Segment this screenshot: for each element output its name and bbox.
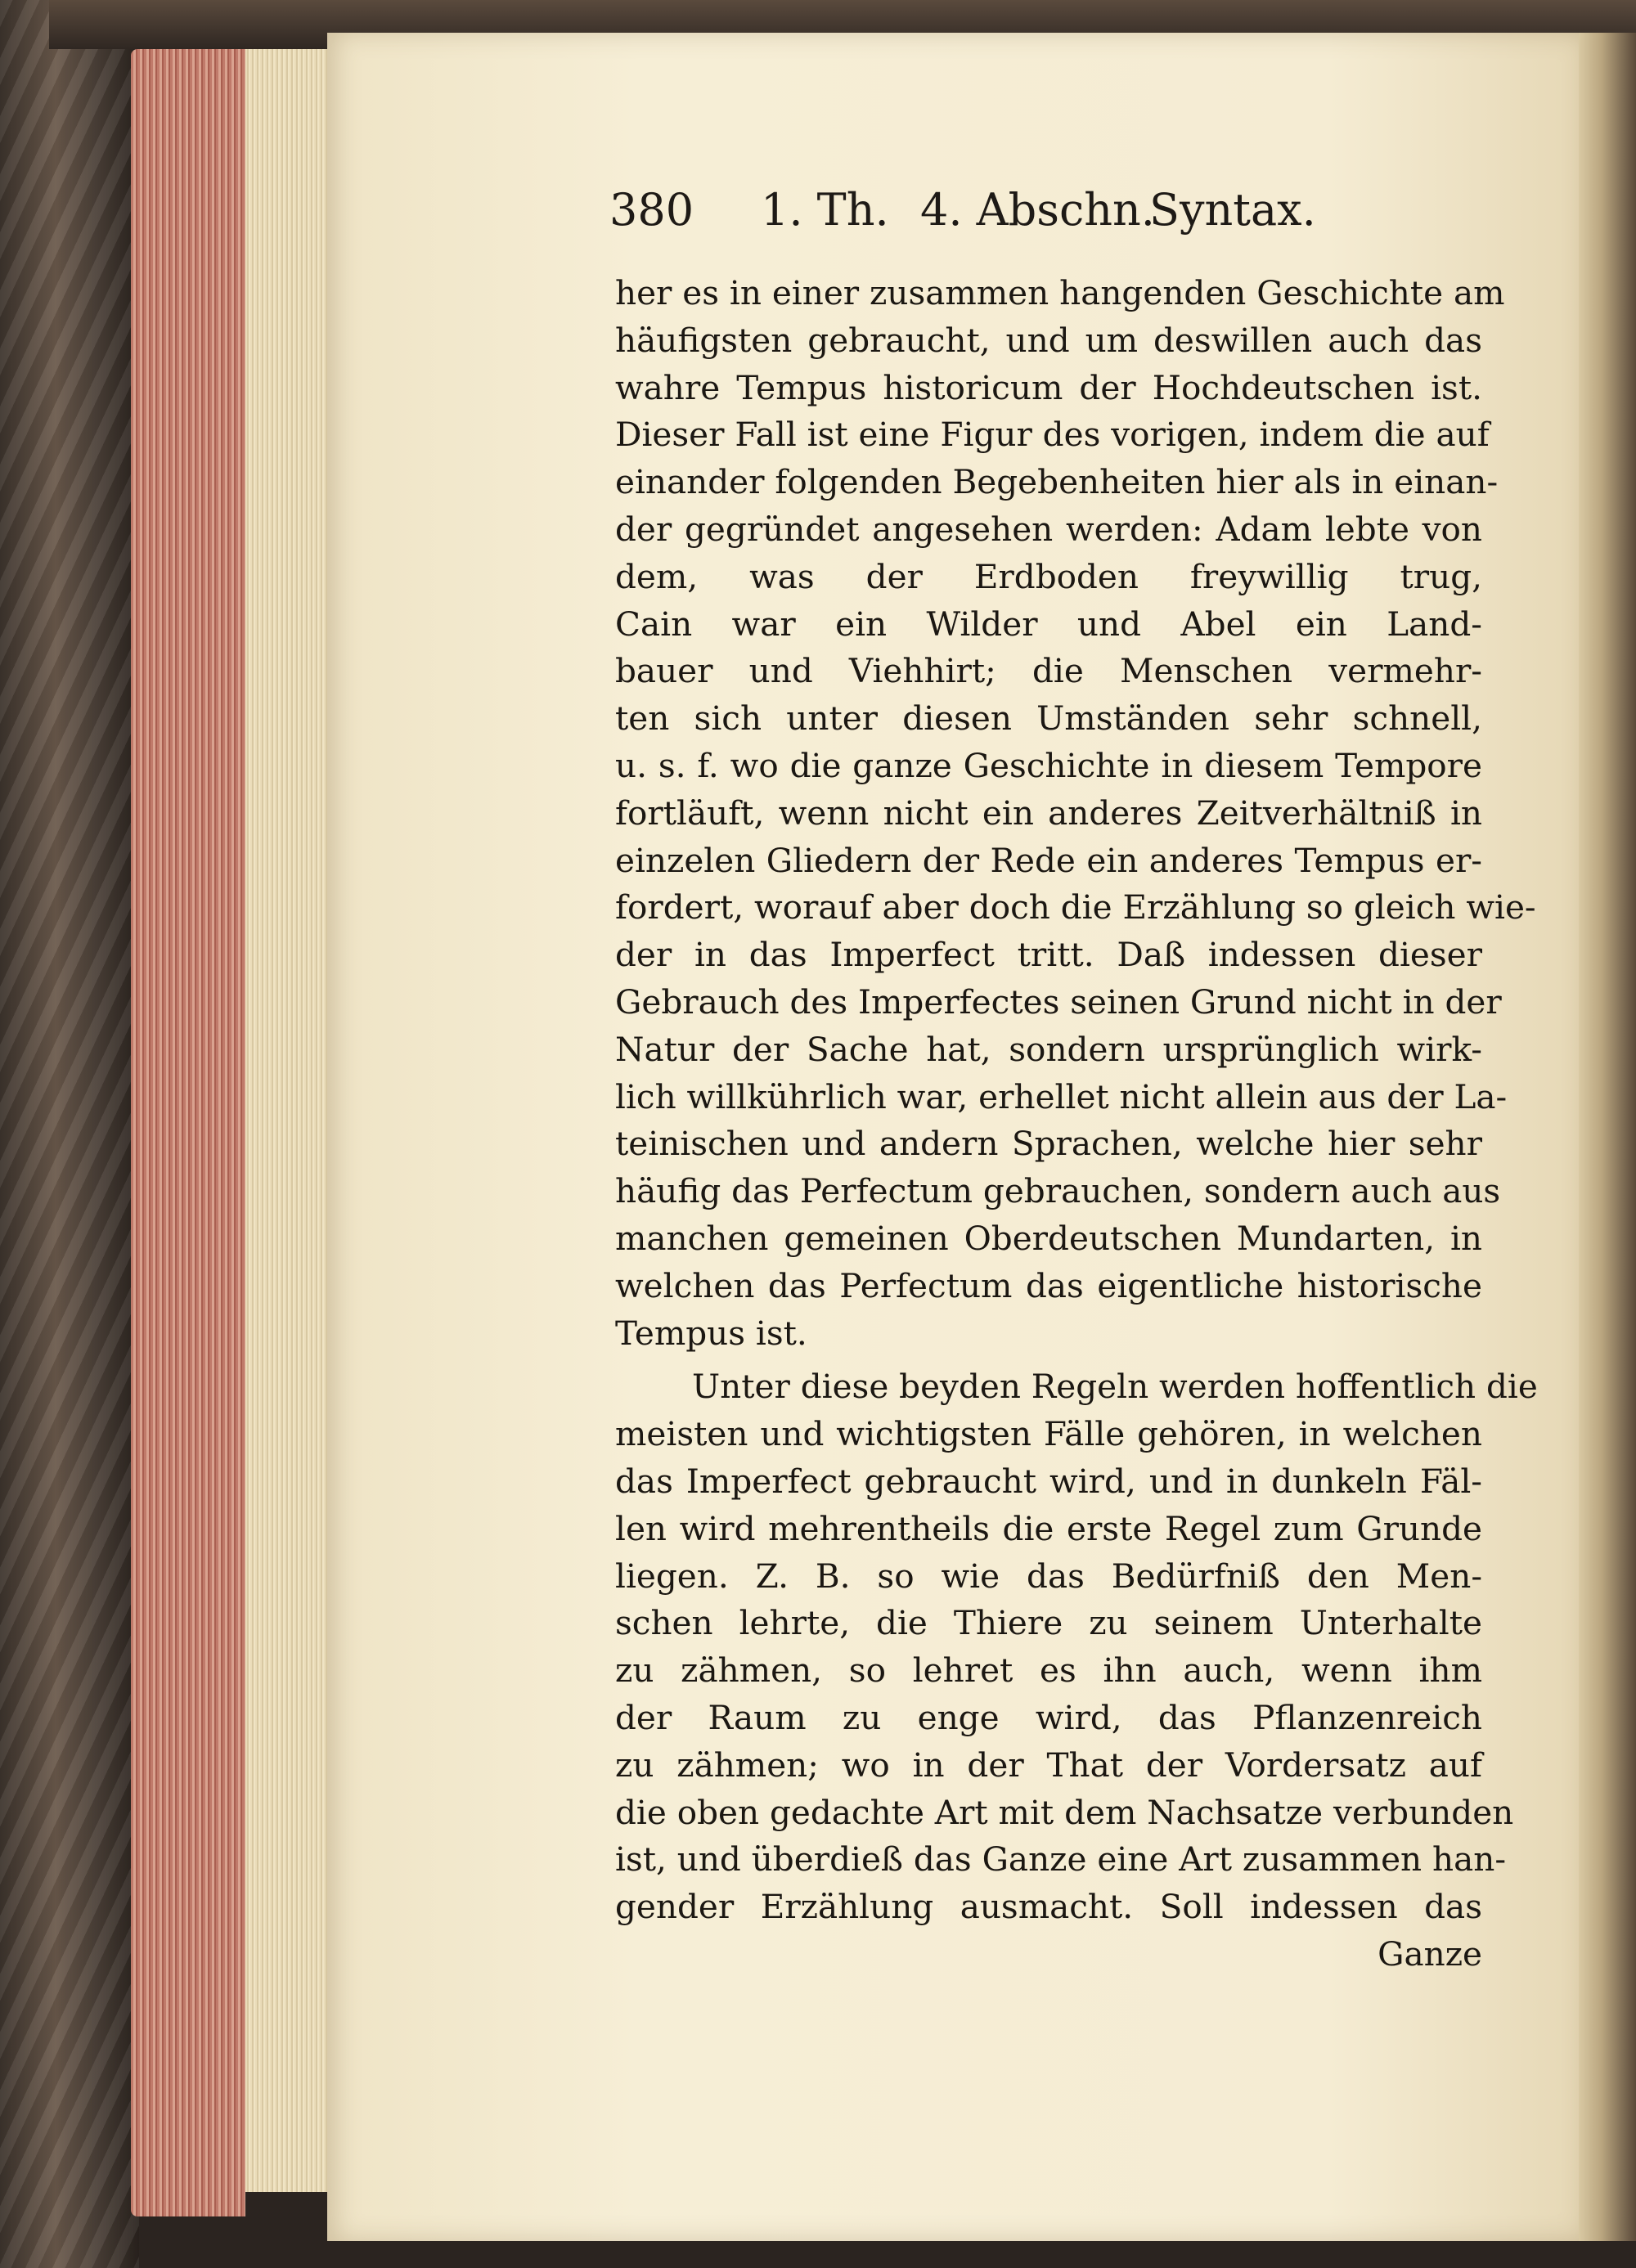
- text-line: fordert, worauf aber doch die Erzählung so gleich wie-: [615, 887, 1536, 927]
- paragraph-start-line: Unter diese beyden Regeln werden hoffentlich die: [692, 1367, 1538, 1407]
- catchword: Ganze: [1378, 1933, 1482, 1974]
- text-line: bauer und Viehhirt; die Menschen vermehr-: [615, 651, 1482, 691]
- text-line: ist, und überdieß das Ganze eine Art zusammen han-: [615, 1839, 1507, 1880]
- text-line: liegen. Z. B. so wie das Bedürfniß den Men-: [615, 1556, 1482, 1596]
- running-header: [609, 184, 1497, 241]
- text-line: Cain war ein Wilder und Abel ein Land-: [615, 604, 1482, 644]
- text-line: zu zähmen; wo in der That der Vordersatz auf: [615, 1745, 1482, 1785]
- text-line: Dieser Fall ist eine Figur des vorigen, indem die auf: [615, 415, 1490, 455]
- text-line: ten sich unter diesen Umständen sehr schnell,: [615, 698, 1482, 739]
- text-line: u. s. f. wo die ganze Geschichte in diesem Tempore: [615, 745, 1482, 785]
- page-stack: [245, 49, 335, 2192]
- text-line: dem, was der Erdboden freywillig trug,: [615, 556, 1482, 596]
- page-number: 380: [609, 184, 694, 236]
- text-line: das Imperfect gebraucht wird, und in dunkeln Fäl-: [615, 1461, 1482, 1501]
- body-text: [615, 270, 1538, 1978]
- text-line: Natur der Sache hat, sondern ursprünglich wirk-: [615, 1029, 1482, 1069]
- text-line: einzelen Gliedern der Rede ein anderes Tempus er-: [615, 840, 1482, 880]
- text-line: lich willkührlich war, erhellet nicht allein aus der La-: [615, 1076, 1508, 1116]
- text-line: fortläuft, wenn nicht ein anderes Zeitverhältniß in: [615, 793, 1482, 833]
- page-edges: [131, 49, 245, 2216]
- text-line: einander folgenden Begebenheiten hier als in einan-: [615, 462, 1499, 502]
- text-line: häufigsten gebraucht, und um deswillen auch das: [615, 320, 1482, 360]
- text-line: manchen gemeinen Oberdeutschen Mundarten, in: [615, 1218, 1482, 1258]
- text-line: welchen das Perfectum das eigentliche historische: [615, 1265, 1482, 1305]
- header-section: 4. Abschn.: [920, 184, 1155, 236]
- text-line: schen lehrte, die Thiere zu seinem Unterhalte: [615, 1603, 1482, 1643]
- text-line: der in das Imperfect tritt. Daß indessen dieser: [615, 935, 1482, 975]
- text-line: gender Erzählung ausmacht. Soll indessen das: [615, 1887, 1482, 1927]
- text-line: meisten und wichtigsten Fälle gehören, in welchen: [615, 1414, 1482, 1454]
- book-cover-edge: [0, 0, 139, 2268]
- text-line: Tempus ist.: [615, 1313, 807, 1353]
- header-part: 1. Th.: [761, 184, 889, 236]
- text-line: teinischen und andern Sprachen, welche hier sehr: [615, 1124, 1482, 1164]
- header-topic: Syntax.: [1149, 184, 1316, 236]
- text-line: die oben gedachte Art mit dem Nachsatze verbunden: [615, 1792, 1514, 1832]
- facing-page-edge: [1579, 33, 1636, 2241]
- text-line: wahre Tempus historicum der Hochdeutschen ist.: [615, 367, 1482, 407]
- text-line: len wird mehrentheils die erste Regel zum Grunde: [615, 1508, 1482, 1548]
- text-line: der gegründet angesehen werden: Adam lebte von: [615, 509, 1482, 549]
- text-line: zu zähmen, so lehret es ihn auch, wenn ihm: [615, 1650, 1482, 1691]
- text-line: her es in einer zusammen hangenden Geschichte am: [615, 273, 1505, 312]
- text-line: Gebrauch des Imperfectes seinen Grund nicht in der: [615, 981, 1502, 1022]
- text-line: häufig das Perfectum gebrauchen, sondern auch aus: [615, 1171, 1501, 1211]
- text-line: der Raum zu enge wird, das Pflanzenreich: [615, 1697, 1482, 1737]
